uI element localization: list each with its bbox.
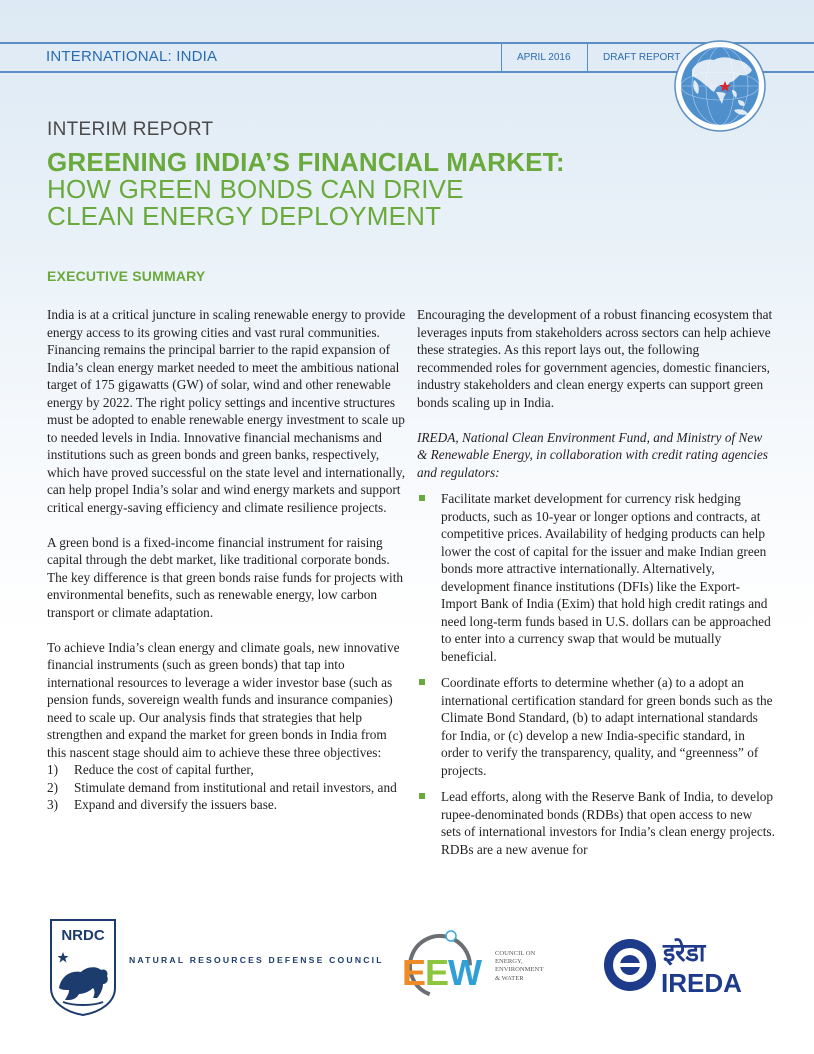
title-line-1: GREENING INDIA’S FINANCIAL MARKET:: [47, 147, 565, 177]
objectives-list: [47, 761, 407, 814]
ceew-logo: [388, 928, 498, 1000]
header-divider: [587, 44, 588, 71]
nrdc-logo: [49, 918, 117, 1016]
nrdc-abbrev: NRDC: [61, 927, 105, 944]
header-section-label: INTERNATIONAL: INDIA: [46, 48, 218, 65]
ceew-subtitle-line: & WATER: [495, 974, 524, 982]
recommendations-list: [417, 490, 775, 858]
list-item: [47, 779, 407, 797]
section-heading: EXECUTIVE SUMMARY: [47, 268, 206, 284]
list-item: [47, 761, 407, 779]
list-number: 2): [47, 779, 59, 795]
left-column: [47, 306, 407, 814]
ireda-logo: [601, 934, 761, 996]
list-item: [47, 796, 407, 814]
list-item-text: Coordinate efforts to determine whether (a) to a adopt an international certification standard for green bonds such as the Climate Bond Standard, (b) to adapt international standards for India, or (c) develop a new India-specific standard, in order to verify the transparency, quality, and “greenness” of projects.: [441, 675, 773, 778]
list-item: [417, 788, 775, 858]
title-line-2: HOW GREEN BONDS CAN DRIVE: [47, 174, 464, 204]
paragraph: Encouraging the development of a robust financing ecosystem that leverages inputs from stakeholders across sectors can help achieve these strategies. As this report lays out, the following recommended roles for government agencies, domestic financiers, industry stakeholders and clean energy experts can support green bonds scaling up in India.: [417, 307, 773, 410]
bullet-square-icon: [419, 495, 425, 501]
header-doc-status: DRAFT REPORT: [603, 52, 681, 63]
report-title: [47, 149, 607, 230]
ceew-subtitle-line: ENVIRONMENT: [495, 966, 544, 974]
ceew-subtitle-line: ENERGY,: [495, 958, 523, 966]
ceew-subtitle-line: COUNCIL ON: [495, 950, 536, 957]
header-date: APRIL 2016: [517, 52, 571, 63]
list-item-text: Expand and diversify the issuers base.: [74, 797, 278, 812]
ireda-abbrev: IREDA: [661, 968, 742, 996]
bullet-square-icon: [419, 793, 425, 799]
list-number: 1): [47, 762, 59, 777]
ireda-hindi-name: इरेडा: [663, 938, 706, 967]
list-item-text: Stimulate demand from institutional and retail investors, and: [74, 779, 397, 795]
report-kicker: INTERIM REPORT: [47, 119, 214, 140]
ceew-e2: E: [425, 952, 450, 993]
list-item-text: Lead efforts, along with the Reserve Bank of India, to develop rupee-denominated bonds (RDBs) that open access to new sets of international investors for India’s clean energy projects. RDBs are a new avenue for: [441, 789, 775, 857]
list-number: 3): [47, 797, 59, 812]
list-item: [417, 674, 775, 779]
globe-asia-icon: [674, 40, 766, 132]
bullet-square-icon: [419, 679, 425, 685]
header-divider: [501, 44, 502, 71]
list-item-text: Facilitate market development for currency risk hedging products, such as 10-year or longer options and contracts, at competitive prices. Availability of hedging products can help lower the cost of capital for the issuer and make Indian green bonds more attractive internationally. Alternatively, development finance institutions (DFIs) like the Export-Import Bank of India (Exim) that hold high credit ratings and need long-term funds based in U.S. dollars can be approached to enter into a currency swap that would be mutually beneficial.: [441, 491, 771, 664]
ceew-e1: E: [402, 952, 427, 993]
title-line-3: CLEAN ENERGY DEPLOYMENT: [47, 201, 442, 231]
right-column: [417, 306, 775, 867]
list-item: [417, 490, 775, 665]
recommendation-lead-in: IREDA, National Clean Environment Fund, and Ministry of New & Renewable Energy, in collaboration with credit rating agencies and regulators:: [417, 429, 768, 480]
list-item-text: Reduce the cost of capital further,: [74, 762, 254, 777]
ceew-w: W: [448, 952, 482, 993]
nrdc-full-name: NATURAL RESOURCES DEFENSE COUNCIL: [129, 955, 384, 965]
paragraph: India is at a critical juncture in scaling renewable energy to provide energy access to its growing cities and vast rural communities. Financing remains the principal barrier to the rapid expansion of India’s clean energy market needed to meet the ambitious national target of 175 gigawatts (GW) of solar, wind and other renewable energy by 2022. The right policy settings and incentive structures must be adopted to enable renewable energy investment to scale up to needed levels in India. Innovative financial mechanisms and institutions such as green bonds and green banks, respectively, which have proved successful on the state level and internationally, can help propel India’s solar and wind energy markets and support critical energy-saving efficiency and climate resilience projects.: [47, 307, 406, 515]
paragraph: A green bond is a fixed-income financial instrument for raising capital through the debt market, like traditional corporate bonds. The key difference is that green bonds raise funds for projects with environmental benefits, such as renewable energy, low carbon transport or climate adaptation.: [47, 534, 404, 620]
paragraph: To achieve India’s clean energy and climate goals, new innovative financial instruments (such as green bonds) that tap into international resources to leverage a wider investor base (such as pension funds, sovereign wealth funds and insurance companies) need to scale up. Our analysis finds that strategies that help strengthen and expand the market for green bonds in India from this nascent stage should aim to achieve these three objectives:: [47, 639, 400, 760]
ceew-subtitle: [495, 950, 543, 983]
